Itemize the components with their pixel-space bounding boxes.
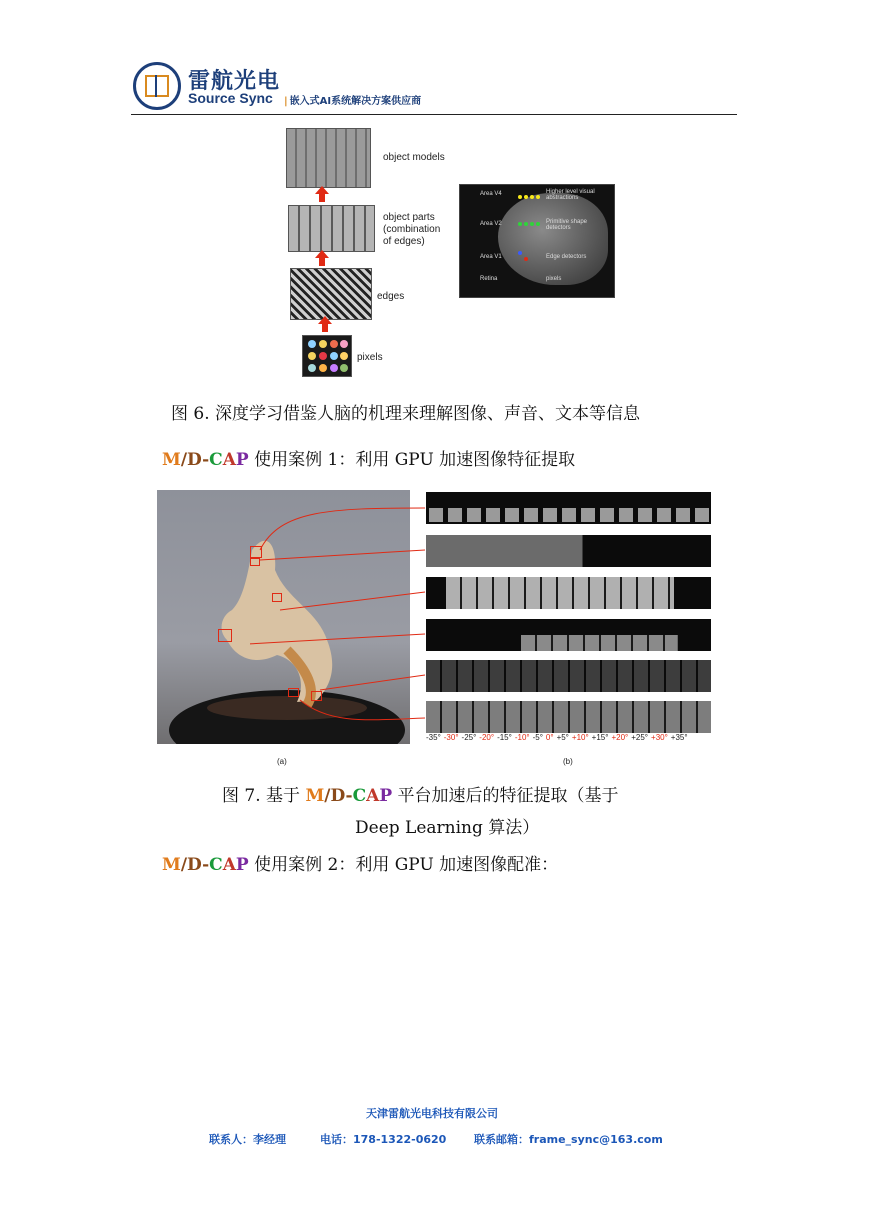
angle-label: +10° [571,733,589,742]
brain-label-v1: Area V1 [480,254,502,260]
brain-label-retina: Retina [480,276,498,282]
level-label-pixels: pixels [357,352,383,363]
feature-box [218,629,232,642]
object-parts-image [288,205,375,252]
angle-label: -35° [426,733,441,742]
edges-image [290,268,372,320]
angle-label: +25° [631,733,649,742]
header-divider [131,114,737,115]
angle-label: +15° [591,733,609,742]
up-arrow-stem [322,324,328,332]
footer-company: 天津雷航光电科技有限公司 [366,1107,498,1120]
feature-strip-1 [426,492,711,524]
brain-desc-retina: pixels [546,276,562,282]
feature-strip-5 [426,660,711,692]
angle-label: -15° [497,733,512,742]
angle-label: -20° [479,733,495,742]
figure-7-caption-line2: Deep Learning 算法） [355,818,540,838]
brain-diagram [459,184,615,298]
angle-label: -25° [461,733,477,742]
connector-arrows [250,500,430,725]
subfigure-label-a: (a) [277,757,287,766]
level-label-object-parts: object parts (combination of edges) [383,212,441,247]
angle-label: +5° [556,733,569,742]
level-label-edges: edges [377,291,405,302]
figure-6-caption: 图 6. 深度学习借鉴人脑的机理来理解图像、声音、文本等信息 [171,404,641,424]
figure-7-caption-line1: 图 7. 基于 M/D-CAP 平台加速后的特征提取（基于 [222,786,619,806]
brain-label-v2: Area V2 [480,221,502,227]
up-arrow-icon [318,316,332,324]
footer-phone: 电话：178-1322-0620 [320,1133,447,1146]
up-arrow-icon [315,250,329,258]
brand-name-en: Source Sync [188,90,273,106]
feature-strip-3 [426,577,711,609]
angle-label: -30° [443,733,459,742]
company-logo [133,62,181,110]
angle-label: 0° [545,733,554,742]
feature-strip-2 [426,535,711,567]
use-case-1-heading: M/D-CAP 使用案例 1：利用 GPU 加速图像特征提取 [162,450,576,470]
angle-label: +35° [670,733,688,742]
angle-axis-labels [426,733,691,742]
up-arrow-stem [319,194,325,202]
footer-email[interactable]: 联系邮箱：frame_sync@163.com [474,1133,663,1146]
object-models-image [286,128,371,188]
angle-label: +20° [611,733,629,742]
brain-desc-v2: Primitive shape detectors [546,219,588,231]
subfigure-label-b: (b) [563,757,573,766]
level-label-object-models: object models [383,152,445,163]
brand-tagline: | 嵌入式AI系统解决方案供应商 [284,96,422,107]
feature-strip-6 [426,701,711,733]
pixels-image [302,335,352,377]
angle-label: -5° [532,733,543,742]
use-case-2-heading: M/D-CAP 使用案例 2：利用 GPU 加速图像配准： [162,855,559,875]
footer-contact: 联系人：李经理 [209,1133,286,1146]
brain-shape [498,193,608,285]
brand-name-cn: 雷航光电 [188,69,281,94]
angle-label: +30° [651,733,668,742]
feature-strip-4 [426,619,711,651]
brain-desc-v1: Edge detectors [546,254,587,260]
pixel-dots [303,336,351,376]
brain-desc-v4: Higher level visual abstractions [546,189,595,201]
up-arrow-icon [315,186,329,194]
brain-label-v4: Area V4 [480,191,502,197]
angle-label: -10° [514,733,530,742]
up-arrow-stem [319,258,325,266]
